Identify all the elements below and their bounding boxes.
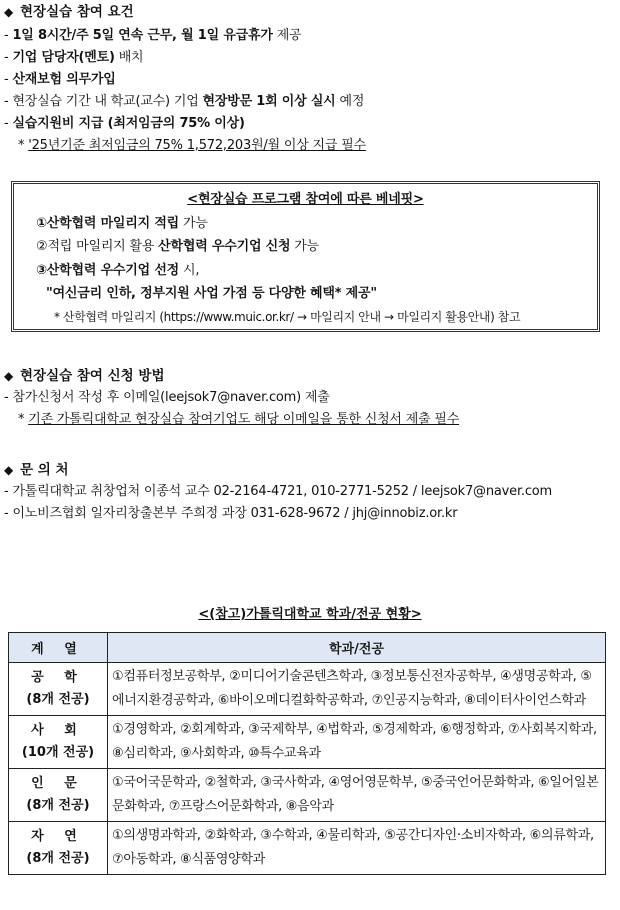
department-table-title: <(참고)가톨릭대학교 학과/전공 현황>	[198, 607, 422, 622]
header-category	[9, 633, 108, 663]
category-cell	[9, 822, 108, 875]
header-category-text: 계 열	[31, 642, 85, 657]
category-name: 자 연	[31, 829, 85, 844]
benefit-item-3	[22, 259, 589, 283]
requirement-item: - 1일 8시간/주 5일 연속 근무, 월 1일 유급휴가 제공	[4, 28, 302, 43]
contact-line-text: 이노비즈협회 일자리창출본부 주희정 과장 031-628-9672 / jhj@innobiz.or.kr	[12, 506, 458, 521]
apply-title-row	[4, 366, 614, 386]
table-header-row	[9, 633, 606, 663]
requirements-title-row	[4, 2, 614, 22]
benefit-plain: 가능	[179, 215, 208, 231]
requirement-bold: 현장방문 1회 이상 실시	[202, 94, 336, 109]
requirement-item: - 산재보험 의무가입	[4, 72, 116, 87]
table-row	[9, 822, 606, 875]
requirement-plain: 예정	[335, 94, 365, 109]
majors-cell: ①컴퓨터정보공학부, ②미디어기술콘텐츠학과, ③정보통신전자공학부, ④생명공학과, ⑤에너지환경공학과, ⑥바이오메디컬화학공학과, ⑦인공지능학과, ⑧데이터사이언스학과	[108, 663, 606, 716]
benefit-item-2	[22, 235, 589, 259]
majors-cell: ①경영학과, ②회계학과, ③국제학부, ④법학과, ⑤경제학과, ⑥행정학과, ⑦사회복지학과, ⑧심리학과, ⑨사회학과, ⑩특수교육과	[108, 716, 606, 769]
requirement-item: - 현장실습 기간 내 학교(교수) 기업 현장방문 1회 이상 실시 예정	[4, 94, 365, 109]
benefit-bold: ③산학협력 우수기업 선정	[36, 262, 180, 278]
benefit-item-1	[22, 212, 589, 236]
diamond-bullet-icon: ◆	[4, 463, 14, 477]
requirements-title: 현장실습 참여 요건	[20, 4, 134, 20]
category-count: (8개 전공)	[26, 851, 90, 866]
requirement-bold: 실습지원비 지급 (최저임금의 75% 이상)	[12, 116, 245, 131]
category-name: 인 문	[31, 776, 85, 791]
requirement-plain: 배치	[114, 50, 144, 65]
benefit-box	[11, 181, 600, 332]
header-majors: 학과/전공	[108, 633, 606, 663]
majors-cell: ①의생명과학과, ②화학과, ③수학과, ④물리학과, ⑤공간디자인·소비자학과, ⑥의류학과, ⑦아동학과, ⑧식품영양학과	[108, 822, 606, 875]
category-cell	[9, 769, 108, 822]
department-table	[8, 632, 606, 875]
apply-note: * 기존 가톨릭대학교 현장실습 참여기업도 해당 이메일을 통한 신청서 제출 필수	[18, 412, 460, 427]
benefit-bold: ①산학협력 마일리지 적립	[36, 215, 180, 231]
majors-cell: ①국어국문학과, ②철학과, ③국사학과, ④영어영문학부, ⑤중국언어문화학과, ⑥일어일본문화학과, ⑦프랑스어문화학과, ⑧음악과	[108, 769, 606, 822]
apply-note-text: 기존 가톨릭대학교 현장실습 참여기업도 해당 이메일을 통한 신청서 제출 필수	[28, 412, 460, 427]
category-cell	[9, 663, 108, 716]
requirement-bold: 1일 8시간/주 5일 연속 근무, 월 1일 유급휴가	[12, 28, 273, 43]
table-row	[9, 663, 606, 716]
requirement-note: * '25년기준 최저임금의 75% 1,572,203원/월 이상 지급 필수	[18, 138, 366, 153]
benefit-title: <현장실습 프로그램 참여에 따른 베네핏>	[187, 192, 424, 207]
contact-line-text: 가톨릭대학교 취창업처 이종석 교수 02-2164-4721, 010-2771-5252 / leejsok7@naver.com	[12, 484, 552, 499]
contact-title-row	[4, 460, 614, 480]
table-row	[9, 769, 606, 822]
diamond-bullet-icon: ◆	[4, 369, 14, 383]
category-count: (8개 전공)	[26, 798, 90, 813]
requirement-note-text: '25년기준 최저임금의 75% 1,572,203원/월 이상 지급 필수	[28, 138, 366, 153]
apply-section	[4, 366, 614, 431]
category-count: (8개 전공)	[26, 692, 90, 707]
requirement-bold: 산재보험 의무가입	[12, 72, 116, 87]
apply-title: 현장실습 참여 신청 방법	[20, 368, 165, 384]
benefit-pre: ②적립 마일리지 활용	[36, 239, 159, 254]
requirement-bold: 기업 담당자(멘토)	[12, 50, 115, 65]
contact-line: - 이노비즈협회 일자리창출본부 주희정 과장 031-628-9672 / jhj@innobiz.or.kr	[4, 506, 458, 521]
category-name: 사 회	[31, 723, 85, 738]
diamond-bullet-icon: ◆	[4, 5, 14, 19]
benefit-plain: 가능	[290, 239, 320, 254]
apply-line: - 참가신청서 작성 후 이메일(leejsok7@naver.com) 제출	[4, 390, 330, 405]
contact-section	[4, 460, 614, 525]
requirements-section	[4, 2, 614, 157]
category-cell	[9, 716, 108, 769]
apply-line-text: 참가신청서 작성 후 이메일(leejsok7@naver.com) 제출	[12, 390, 330, 405]
requirement-item: - 기업 담당자(멘토) 배치	[4, 50, 144, 65]
category-count: (10개 전공)	[21, 745, 95, 760]
contact-line: - 가톨릭대학교 취창업처 이종석 교수 02-2164-4721, 010-2771-5252 / leejsok7@naver.com	[4, 484, 552, 499]
benefit-plain: 시,	[179, 262, 200, 278]
benefit-highlight: "여신금리 인하, 정부지원 사업 가점 등 다양한 혜택* 제공"	[46, 286, 377, 301]
requirement-plain: 제공	[272, 28, 302, 43]
requirement-pre: 현장실습 기간 내 학교(교수) 기업	[12, 94, 203, 109]
benefit-bold: 산학협력 우수기업 신청	[158, 239, 291, 254]
requirement-item: - 실습지원비 지급 (최저임금의 75% 이상)	[4, 116, 245, 131]
contact-title: 문 의 처	[20, 462, 69, 478]
benefit-note: * 산학협력 마일리지 (https://www.muic.or.kr/ → 마일리지 안내 → 마일리지 활용안내) 참고	[54, 309, 521, 324]
table-row	[9, 716, 606, 769]
category-name: 공 학	[31, 670, 85, 685]
